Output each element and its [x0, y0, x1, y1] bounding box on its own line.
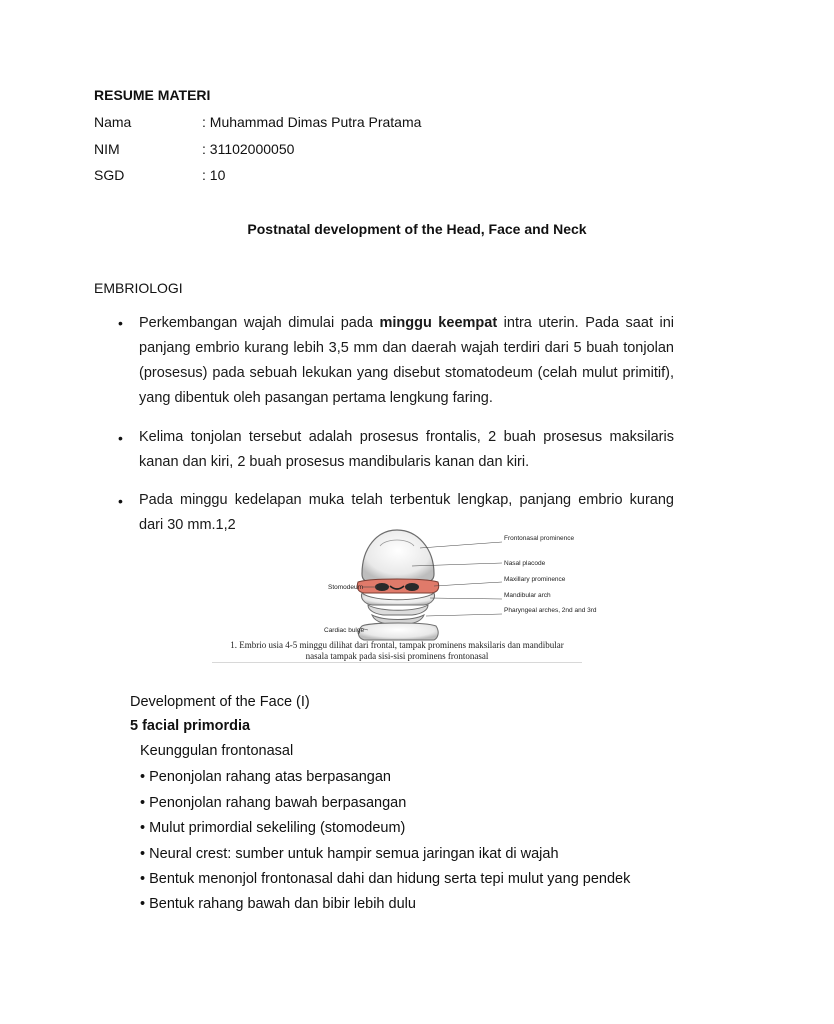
paragraph-2: Kelima tonjolan tersebut adalah prosesus frontalis, 2 buah prosesus maksilaris kanan dan kiri, 2 buah prosesus mandibularis kanan dan kiri.	[139, 429, 674, 470]
face-list-item: • Bentuk menonjol frontonasal dahi dan hidung serta tepi mulut yang pendek	[140, 871, 631, 887]
embryo-figure	[212, 526, 597, 668]
field-value-nim: : 31102000050	[202, 141, 295, 157]
label-stomodeum: Stomodeum	[328, 584, 364, 591]
face-list-item: • Neural crest: sumber untuk hampir semua jaringan ikat di wajah	[140, 846, 559, 862]
face-list-item: • Penonjolan rahang atas berpasangan	[140, 769, 391, 785]
label-pharyngeal-arches: Pharyngeal arches, 2nd and 3rd	[504, 607, 597, 614]
label-frontonasal-prominence: Frontonasal prominence	[504, 535, 575, 542]
bullet-marker: •	[118, 430, 123, 446]
bullet-marker: •	[118, 315, 123, 331]
label-nasal-placode: Nasal placode	[504, 560, 546, 567]
face-section-subtitle: 5 facial primordia	[130, 718, 251, 734]
field-value-nama: : Muhammad Dimas Putra Pratama	[202, 114, 422, 130]
field-value-sgd: : 10	[202, 167, 226, 183]
embryo-illustration	[212, 526, 597, 640]
figure-divider	[212, 662, 582, 663]
label-mandibular-arch: Mandibular arch	[504, 592, 551, 599]
figure-caption	[212, 640, 582, 662]
face-section-title: Development of the Face (I)	[130, 694, 310, 710]
figure-caption-line-2: nasala tampak pada sisi-sisi prominens frontonasal	[305, 651, 489, 661]
face-list-item: • Penonjolan rahang bawah berpasangan	[140, 795, 407, 811]
face-list-item: • Mulut primordial sekeliling (stomodeum)	[140, 820, 406, 836]
face-list-head: Keunggulan frontonasal	[140, 743, 294, 759]
paragraph-1	[139, 311, 674, 411]
field-label-nim: NIM	[94, 141, 120, 157]
paragraph-1-lead: Perkembangan wajah dimulai pada	[139, 315, 380, 331]
label-maxillary-prominence: Maxillary prominence	[504, 576, 566, 583]
figure-caption-line-1: 1. Embrio usia 4-5 minggu dilihat dari frontal, tampak prominens maksilaris dan mandibular	[230, 640, 564, 650]
label-cardiac-bulge: Cardiac bulge	[324, 627, 365, 634]
document-title: Postnatal development of the Head, Face and Neck	[247, 221, 587, 237]
resume-heading: RESUME MATERI	[94, 87, 211, 103]
paragraph-1-emphasis: minggu keempat	[379, 315, 498, 331]
paragraph-3: Pada minggu kedelapan muka telah terbentuk lengkap, panjang embrio kurang dari 30 mm.1,2	[139, 492, 674, 533]
field-label-sgd: SGD	[94, 167, 125, 183]
bullet-marker: •	[118, 493, 123, 509]
field-label-nama: Nama	[94, 114, 132, 130]
section-heading: EMBRIOLOGI	[94, 280, 183, 296]
face-list-item: • Bentuk rahang bawah dan bibir lebih dulu	[140, 896, 416, 912]
paragraph-1-rest: intra uterin. Pada saat ini panjang embrio kurang lebih 3,5 mm dan daerah wajah terdiri dari 5 buah tonjolan (prosesus) pada sebuah lekukan yang disebut stomatodeum (celah mulut primitif), yang dibentuk oleh pasangan pertama lengkung faring.	[139, 315, 674, 406]
